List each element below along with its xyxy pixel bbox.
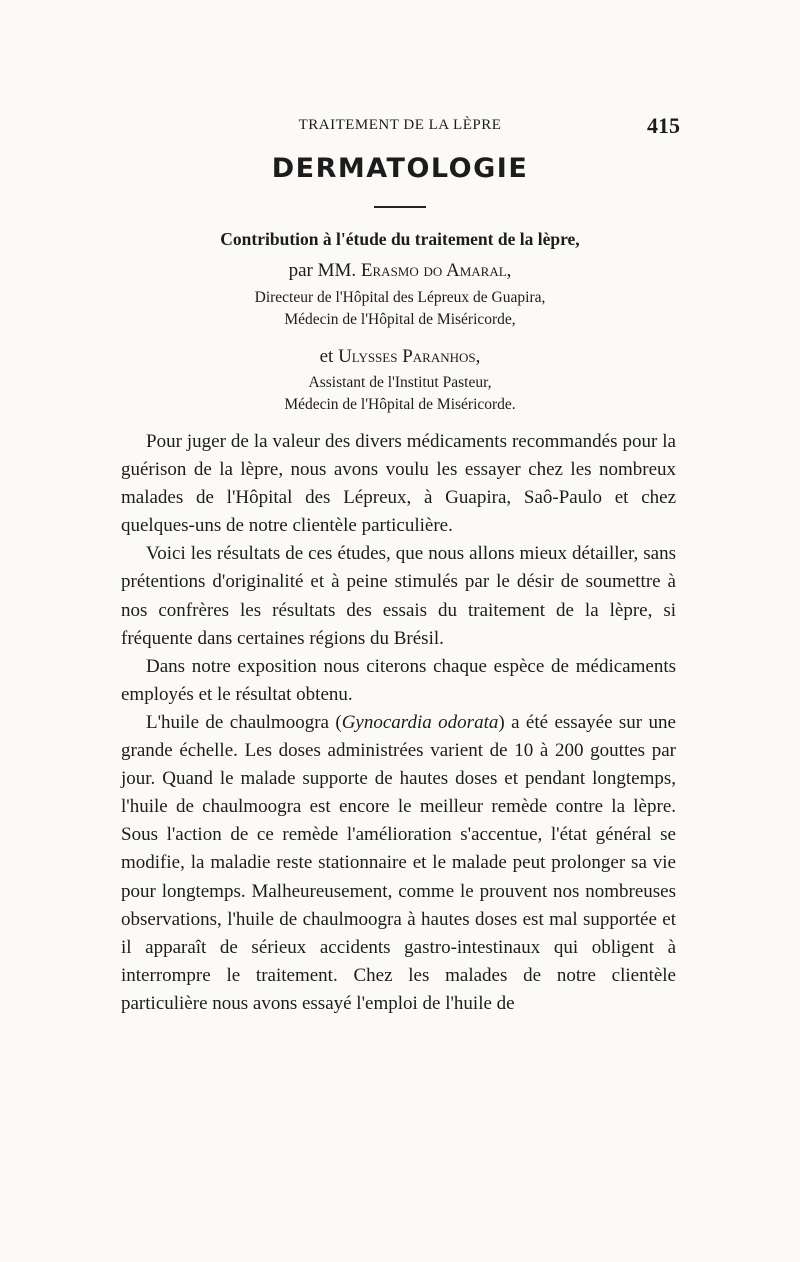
paragraph-4-start: L'huile de chaulmoogra ( <box>146 711 342 733</box>
paragraph-3: Dans notre exposition nous citerons chaque espèce de médicaments employés et le résultat obtenu. <box>121 655 676 705</box>
running-head <box>120 113 680 141</box>
author-1-prefix: par MM. <box>288 260 361 281</box>
author-2-affiliation-2: Médecin de l'Hôpital de Miséricorde. <box>284 396 516 413</box>
author-1-affiliation-1: Directeur de l'Hôpital des Lépreux de Guapira, <box>254 289 546 306</box>
running-title: TRAITEMENT DE LA LÈPRE <box>298 117 502 133</box>
author-2-prefix: et <box>319 346 339 367</box>
author-2-affiliation-1: Assistant de l'Institut Pasteur, <box>308 374 492 391</box>
paragraph-4-species: Gynocardia odorata <box>341 711 499 733</box>
title-rule <box>374 206 426 208</box>
author-1-affiliation-2: Médecin de l'Hôpital de Miséricorde, <box>284 311 516 328</box>
author-1-name: Erasmo do Amaral, <box>360 260 512 281</box>
body-text <box>121 428 676 1018</box>
article-title: Contribution à l'étude du traitement de la lèpre, <box>220 229 580 249</box>
paragraph-4 <box>121 709 676 1018</box>
section-title: DERMATOLOGIE <box>271 153 529 184</box>
paragraph-1: Pour juger de la valeur des divers médicaments recommandés pour la guérison de la lèpre, nous avons voulu les essayer chez les nombreux malades de l'Hôpital des Lépreux, à Guapira, Saô-Paulo et chez quelques-uns de notre clientèle particulière. <box>121 431 676 537</box>
paragraph-4-rest: ) a été essayée sur une grande échelle. Les doses administrées varient de 10 à 200 gouttes par jour. Quand le malade supporte de hautes doses et pendant longtemps, l'huile de chaulmoogra est encore le meilleur remède contre la lèpre. Sous l'action de ce remède l'amélioration s'accentue, l'état général se modifie, la maladie reste stationnaire et le malade peut prolonger sa vie pour longtemps. Malheureusement, comme le prouvent nos nombreuses observations, l'huile de chaulmoogra à hautes doses est mal supportée et il apparaît de sérieux accidents gastro-intestinaux qui obligent à interrompre le traitement. Chez les malades de notre clientèle particulière nous avons essayé l'emploi de l'huile de <box>121 711 676 1014</box>
author-line-2 <box>120 346 680 368</box>
page-number: 415 <box>647 113 680 138</box>
paragraph-2: Voici les résultats de ces études, que nous allons mieux détailler, sans prétentions d'originalité et à peine stimulés par le désir de soumettre à nos confrères les résultats des essais du traitement de la lèpre, si fréquente dans certaines régions du Brésil. <box>121 543 676 649</box>
author-line-1 <box>120 260 680 282</box>
author-2-name: Ulysses Paranhos, <box>338 346 481 367</box>
